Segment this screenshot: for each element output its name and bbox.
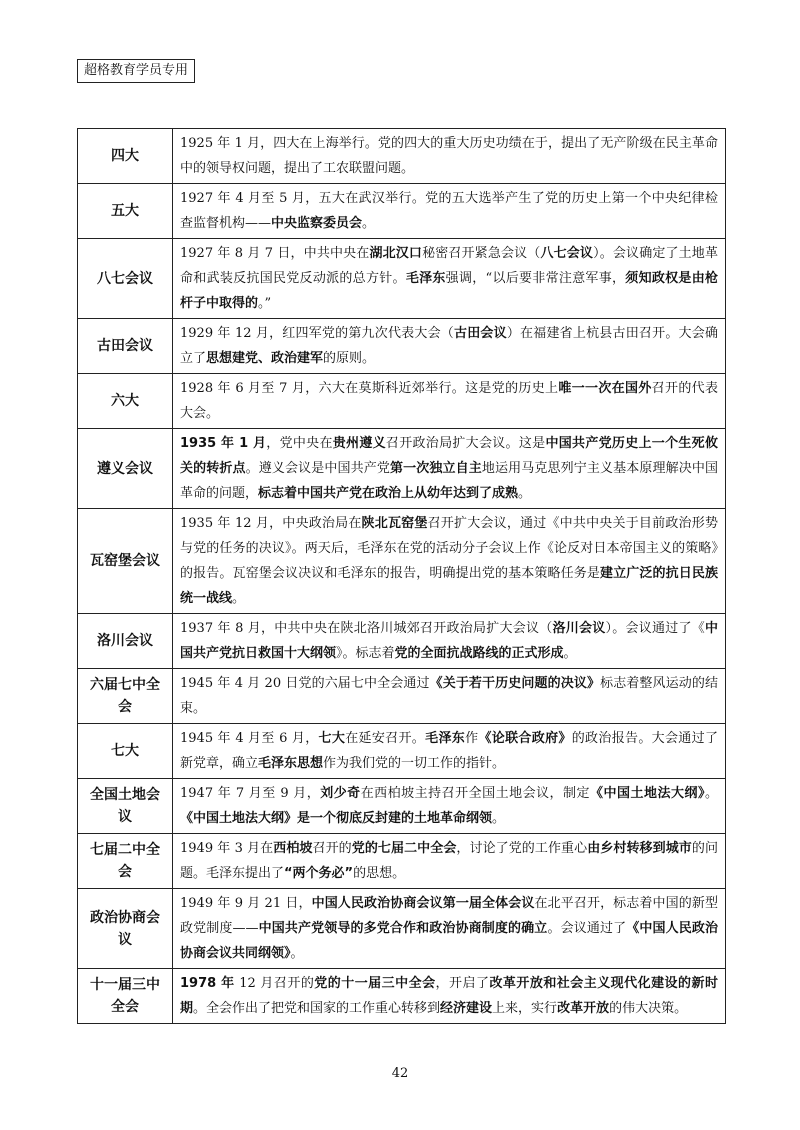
event-description <box>173 429 726 509</box>
event-description <box>173 129 726 184</box>
description-text: 。 <box>232 591 246 606</box>
description-text: 地运用马克思列宁主义基本原理解决中国革命的问题， <box>180 461 718 501</box>
emphasized-text: 由乡村转移到城市 <box>587 841 692 856</box>
event-description <box>173 184 726 239</box>
description-text: 的思想。 <box>353 866 406 881</box>
event-description <box>173 969 726 1024</box>
header-label: 超格教育学员专用 <box>77 59 195 83</box>
description-text: 在西柏坡主持召开全国土地会议，制定 <box>360 786 591 801</box>
table-row <box>78 319 726 374</box>
event-name: 七届二中全会 <box>78 834 173 889</box>
description-text: ）。会议确定了土地革命和武装反抗国民党反动派的总方针。 <box>180 246 718 286</box>
table-row <box>78 239 726 319</box>
table-row <box>78 724 726 779</box>
emphasized-text: 改革开放 <box>557 1001 610 1016</box>
description-text: 。会议通过了 <box>547 921 627 936</box>
description-text: 的政治报告。大会通过了新党章，确立 <box>180 731 718 771</box>
event-name: 瓦窑堡会议 <box>78 509 173 614</box>
emphasized-text: 标志着中国共产党在政治上从幼年达到了成熟 <box>258 486 519 501</box>
emphasized-text: 八七会议 <box>540 246 594 261</box>
event-name: 六届七中全会 <box>78 669 173 724</box>
event-name: 七大 <box>78 724 173 779</box>
event-description <box>173 239 726 319</box>
description-text: 1928 年 6 月至 7 月，六大在莫斯科近郊举行。这是党的历史上 <box>180 381 559 396</box>
emphasized-text: “两个务必” <box>284 866 354 881</box>
description-text: ）。会议通过了《 <box>605 621 705 636</box>
emphasized-text: 古田会议 <box>454 326 507 341</box>
description-text: 。 <box>518 486 532 501</box>
description-text: 作为我们党的一切工作的指针。 <box>323 756 506 771</box>
event-name: 五大 <box>78 184 173 239</box>
description-text: 1925 年 1 月，四大在上海举行。党的四大的重大历史功绩在于，提出了无产阶级在民主革命中的领导权问题，提出了工农联盟问题。 <box>180 136 718 176</box>
emphasized-text: 贵州遵义 <box>332 436 386 451</box>
description-text: 。遵义会议是中国共产党 <box>245 461 390 476</box>
history-events-table <box>77 128 726 1024</box>
description-text: ，讨论了党的工作重心 <box>456 841 588 856</box>
emphasized-text: 唯一一次在国外 <box>558 381 652 396</box>
table-row <box>78 429 726 509</box>
event-description <box>173 724 726 779</box>
event-name: 十一届三中全会 <box>78 969 173 1024</box>
description-text: 1935 年 12 月，中央政治局在 <box>180 516 362 531</box>
emphasized-text: 中国共产党领导的多党合作和政治协商制度的确立 <box>258 921 548 936</box>
description-text: 在北平召开，标志着中国的新型政党制度—— <box>180 896 718 936</box>
event-description <box>173 779 726 834</box>
event-name: 六大 <box>78 374 173 429</box>
event-description <box>173 374 726 429</box>
emphasized-text: 改革开放和社会主义现代化建设的新时期 <box>180 976 718 1016</box>
description-text: 》。标志着 <box>336 646 395 661</box>
description-text: 1949 年 9 月 21 日， <box>180 896 312 911</box>
emphasized-text: 刘少奇 <box>320 786 361 801</box>
description-text: 。全会作出了把党和国家的工作重心转移到 <box>193 1001 441 1016</box>
description-text: 的伟大决策。 <box>609 1001 688 1016</box>
emphasized-text: 《中国土地法大纲》 <box>590 786 705 801</box>
event-name: 政治协商会议 <box>78 889 173 969</box>
emphasized-text: 中央监察委员会 <box>271 216 363 231</box>
emphasized-text: 经济建设 <box>440 1001 493 1016</box>
table-row <box>78 834 726 889</box>
emphasized-text: 建立广泛的抗日民族统一战线 <box>180 566 718 606</box>
table-row <box>78 614 726 669</box>
description-text: 1949 年 3 月在 <box>180 841 274 856</box>
emphasized-text: 《论联合政府》 <box>478 731 572 746</box>
description-text: 。” <box>258 296 272 311</box>
event-name: 遵义会议 <box>78 429 173 509</box>
emphasized-text: 党的七届二中全会 <box>351 841 457 856</box>
description-text: 作 <box>465 731 479 746</box>
description-text: 1927 年 8 月 7 日，中共中央在 <box>180 246 370 261</box>
description-text: 1945 年 4 月 20 日党的六届七中全会通过 <box>180 676 430 691</box>
description-text: 上来，实行 <box>492 1001 558 1016</box>
emphasized-text: 思想建党、政治建军 <box>206 351 324 366</box>
description-text: 召开的 <box>312 841 352 856</box>
description-text: 在延安召开。 <box>345 731 426 746</box>
table-row <box>78 184 726 239</box>
emphasized-text: 中国共产党抗日救国十大纲领 <box>180 621 718 661</box>
event-description <box>173 614 726 669</box>
description-text: 召开政治局扩大会议。这是 <box>385 436 546 451</box>
description-text: 1929 年 12 月，红四军党的第九次代表大会（ <box>180 326 454 341</box>
table-row <box>78 374 726 429</box>
description-text: 召开的代表大会。 <box>180 381 718 421</box>
description-text: 秘密召开紧急会议（ <box>422 246 541 261</box>
description-text: 的原则。 <box>323 351 376 366</box>
description-text: 12 月召开的 <box>234 976 315 991</box>
table-row <box>78 889 726 969</box>
emphasized-text: 《中国土地法大纲》是一个彻底反封建的土地革命纲领 <box>180 811 493 826</box>
emphasized-text: 第一次独立自主 <box>389 461 482 476</box>
page-number: 42 <box>391 1066 409 1081</box>
event-name: 全国土地会议 <box>78 779 173 834</box>
emphasized-text: 党的全面抗战路线的正式形成 <box>394 646 564 661</box>
event-description <box>173 509 726 614</box>
emphasized-text: 《中国人民政治协商会议共同纲领》 <box>180 921 718 961</box>
description-text: ，党中央在 <box>266 436 333 451</box>
description-text: 1937 年 8 月，中共中央在陕北洛川城郊召开政治局扩大会议（ <box>180 621 553 636</box>
description-text: 标志着整风运动的结束。 <box>180 676 718 716</box>
table-row <box>78 779 726 834</box>
event-name: 洛川会议 <box>78 614 173 669</box>
table-row <box>78 129 726 184</box>
description-text: 。 <box>290 946 304 961</box>
description-text: 。 <box>563 646 577 661</box>
emphasized-text: 毛泽东 <box>425 731 466 746</box>
emphasized-text: 西柏坡 <box>273 841 313 856</box>
emphasized-text: 党的十一届三中全会 <box>314 976 436 991</box>
emphasized-text: 毛泽东思想 <box>258 756 324 771</box>
emphasized-text: 《关于若干历史问题的决议》 <box>429 676 601 691</box>
description-text: ，开启了 <box>435 976 490 991</box>
event-name: 古田会议 <box>78 319 173 374</box>
description-text: 1947 年 7 月至 9 月， <box>180 786 321 801</box>
emphasized-text: 中国共产党历史上一个生死攸关的转折点 <box>180 436 718 476</box>
event-name: 八七会议 <box>78 239 173 319</box>
emphasized-text: 湖北汉口 <box>369 246 423 261</box>
emphasized-text: 毛泽东 <box>405 271 446 286</box>
description-text: 强调，“以后要非常注意军事， <box>445 271 626 286</box>
event-description <box>173 889 726 969</box>
description-text: 1927 年 4 月至 5 月，五大在武汉举行。党的五大选举产生了党的历史上第一个中央纪律检查监督机构—— <box>180 191 718 231</box>
description-text: 召开扩大会议，通过《中共中央关于目前政治形势与党的任务的决议》。两天后，毛泽东在党的活动分子会议上作《论反对日本帝国主义的策略》的报告。瓦窑堡会议决议和毛泽东的报告，明确提出党的基本策略任务是 <box>180 516 718 581</box>
event-description <box>173 319 726 374</box>
description-text: ）在福建省上杭县古田召开。大会确立了 <box>180 326 718 366</box>
description-text: 的问题。毛泽东提出了 <box>180 841 718 881</box>
emphasized-text: 陕北瓦窑堡 <box>361 516 428 531</box>
description-text: 。 <box>362 216 376 231</box>
event-description <box>173 834 726 889</box>
emphasized-text: 七大 <box>318 731 346 746</box>
emphasized-text: 洛川会议 <box>552 621 606 636</box>
table-row <box>78 669 726 724</box>
description-text: 。 <box>492 811 506 826</box>
event-description <box>173 669 726 724</box>
table-row <box>78 509 726 614</box>
description-text: 1945 年 4 月至 6 月， <box>180 731 319 746</box>
emphasized-text: 1978 年 <box>180 976 235 991</box>
emphasized-text: 中国人民政治协商会议第一届全体会议 <box>311 896 535 911</box>
emphasized-text: 1935 年 1 月 <box>180 436 267 451</box>
emphasized-text: 须知政权是由枪杆子中取得的 <box>180 271 718 311</box>
table-row <box>78 969 726 1024</box>
event-name: 四大 <box>78 129 173 184</box>
description-text: 。 <box>704 786 718 801</box>
